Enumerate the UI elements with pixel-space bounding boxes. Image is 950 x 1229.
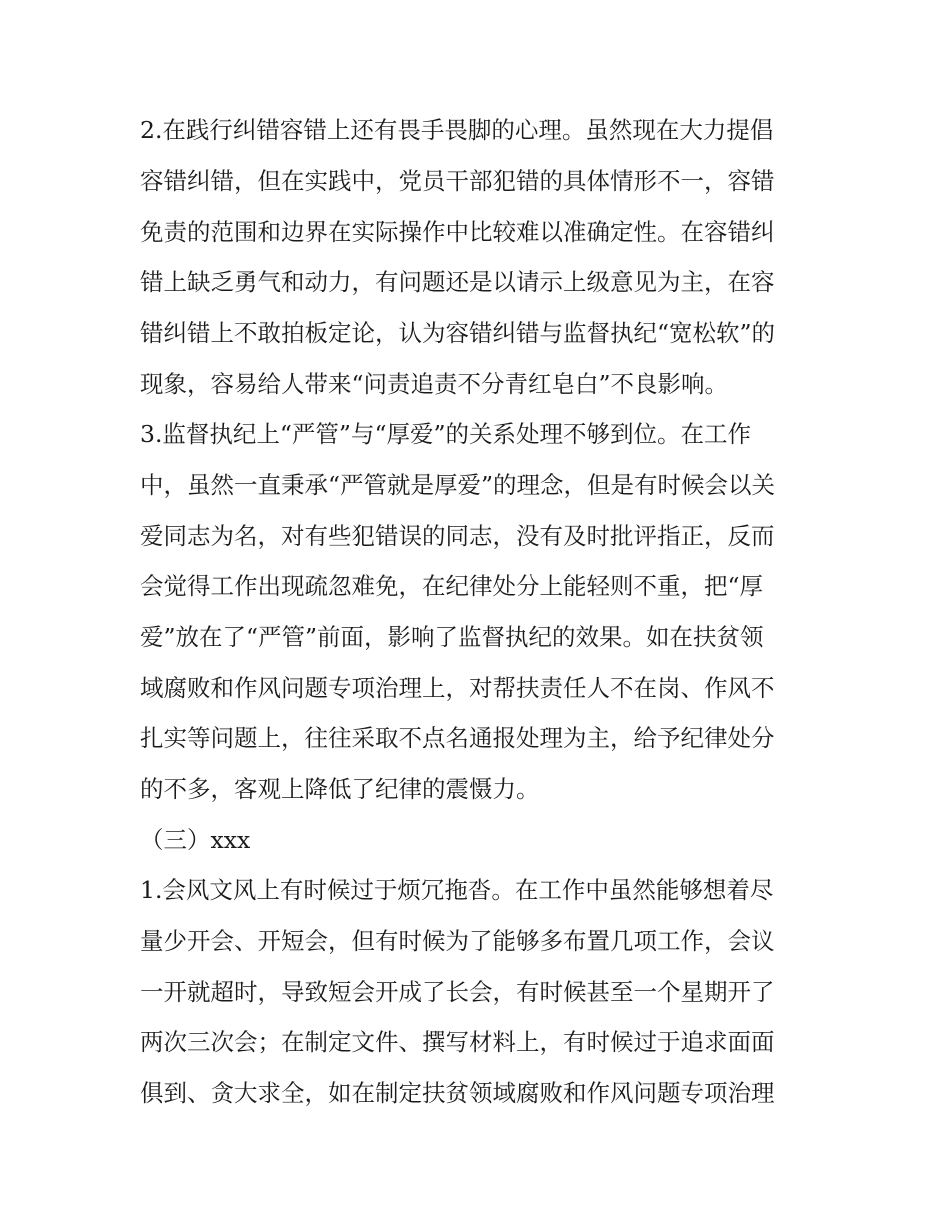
paragraph-3-line-5: 爱”放在了“严管”前面，影响了监督执纪的效果。如在扶贫领	[140, 623, 764, 651]
paragraph-2-line-1: 2.在践行纠错容错上还有畏手畏脚的心理。虽然现在大力提倡	[140, 116, 774, 144]
paragraph-1-line-4: 两次三次会；在制定文件、撰写材料上，有时候过于追求面面	[140, 1028, 775, 1056]
paragraph-1-line-3: 一开就超时，导致短会开成了长会，有时候甚至一个星期开了	[140, 978, 775, 1006]
paragraph-3-line-6: 域腐败和作风问题专项治理上，对帮扶责任人不在岗、作风不	[140, 674, 775, 702]
section-heading-3: （三）xxx	[140, 826, 251, 854]
paragraph-3-line-4: 会觉得工作出现疏忽难免，在纪律处分上能轻则不重，把“厚	[140, 572, 764, 600]
paragraph-1-line-1: 1.会风文风上有时候过于烦冗拖沓。在工作中虽然能够想着尽	[140, 876, 774, 904]
paragraph-2-line-3: 免责的范围和边界在实际操作中比较难以准确定性。在容错纠	[140, 218, 775, 246]
paragraph-3-line-1: 3.监督执纪上“严管”与“厚爱”的关系处理不够到位。在工作	[140, 420, 751, 448]
paragraph-1-line-5: 俱到、贪大求全，如在制定扶贫领域腐败和作风问题专项治理	[140, 1079, 775, 1107]
paragraph-2-line-5: 错纠错上不敢拍板定论，认为容错纠错与监督执纪“宽松软”的	[140, 319, 776, 347]
paragraph-3-line-8: 的不多，客观上降低了纪律的震慑力。	[140, 775, 540, 803]
paragraph-3-line-3: 爱同志为名，对有些犯错误的同志，没有及时批评指正，反而	[140, 522, 775, 550]
paragraph-3-line-7: 扎实等问题上，往往采取不点名通报处理为主，给予纪律处分	[140, 724, 775, 752]
paragraph-3-line-2: 中，虽然一直秉承“严管就是厚爱”的理念，但是有时候会以关	[140, 471, 776, 499]
paragraph-2-line-2: 容错纠错，但在实践中，党员干部犯错的具体情形不一，容错	[140, 167, 775, 195]
paragraph-2-line-4: 错上缺乏勇气和动力，有问题还是以请示上级意见为主，在容	[140, 268, 775, 296]
paragraph-2-line-6: 现象，容易给人带来“问责追责不分青红皂白”不良影响。	[140, 370, 729, 398]
paragraph-1-line-2: 量少开会、开短会，但有时候为了能够多布置几项工作，会议	[140, 927, 775, 955]
